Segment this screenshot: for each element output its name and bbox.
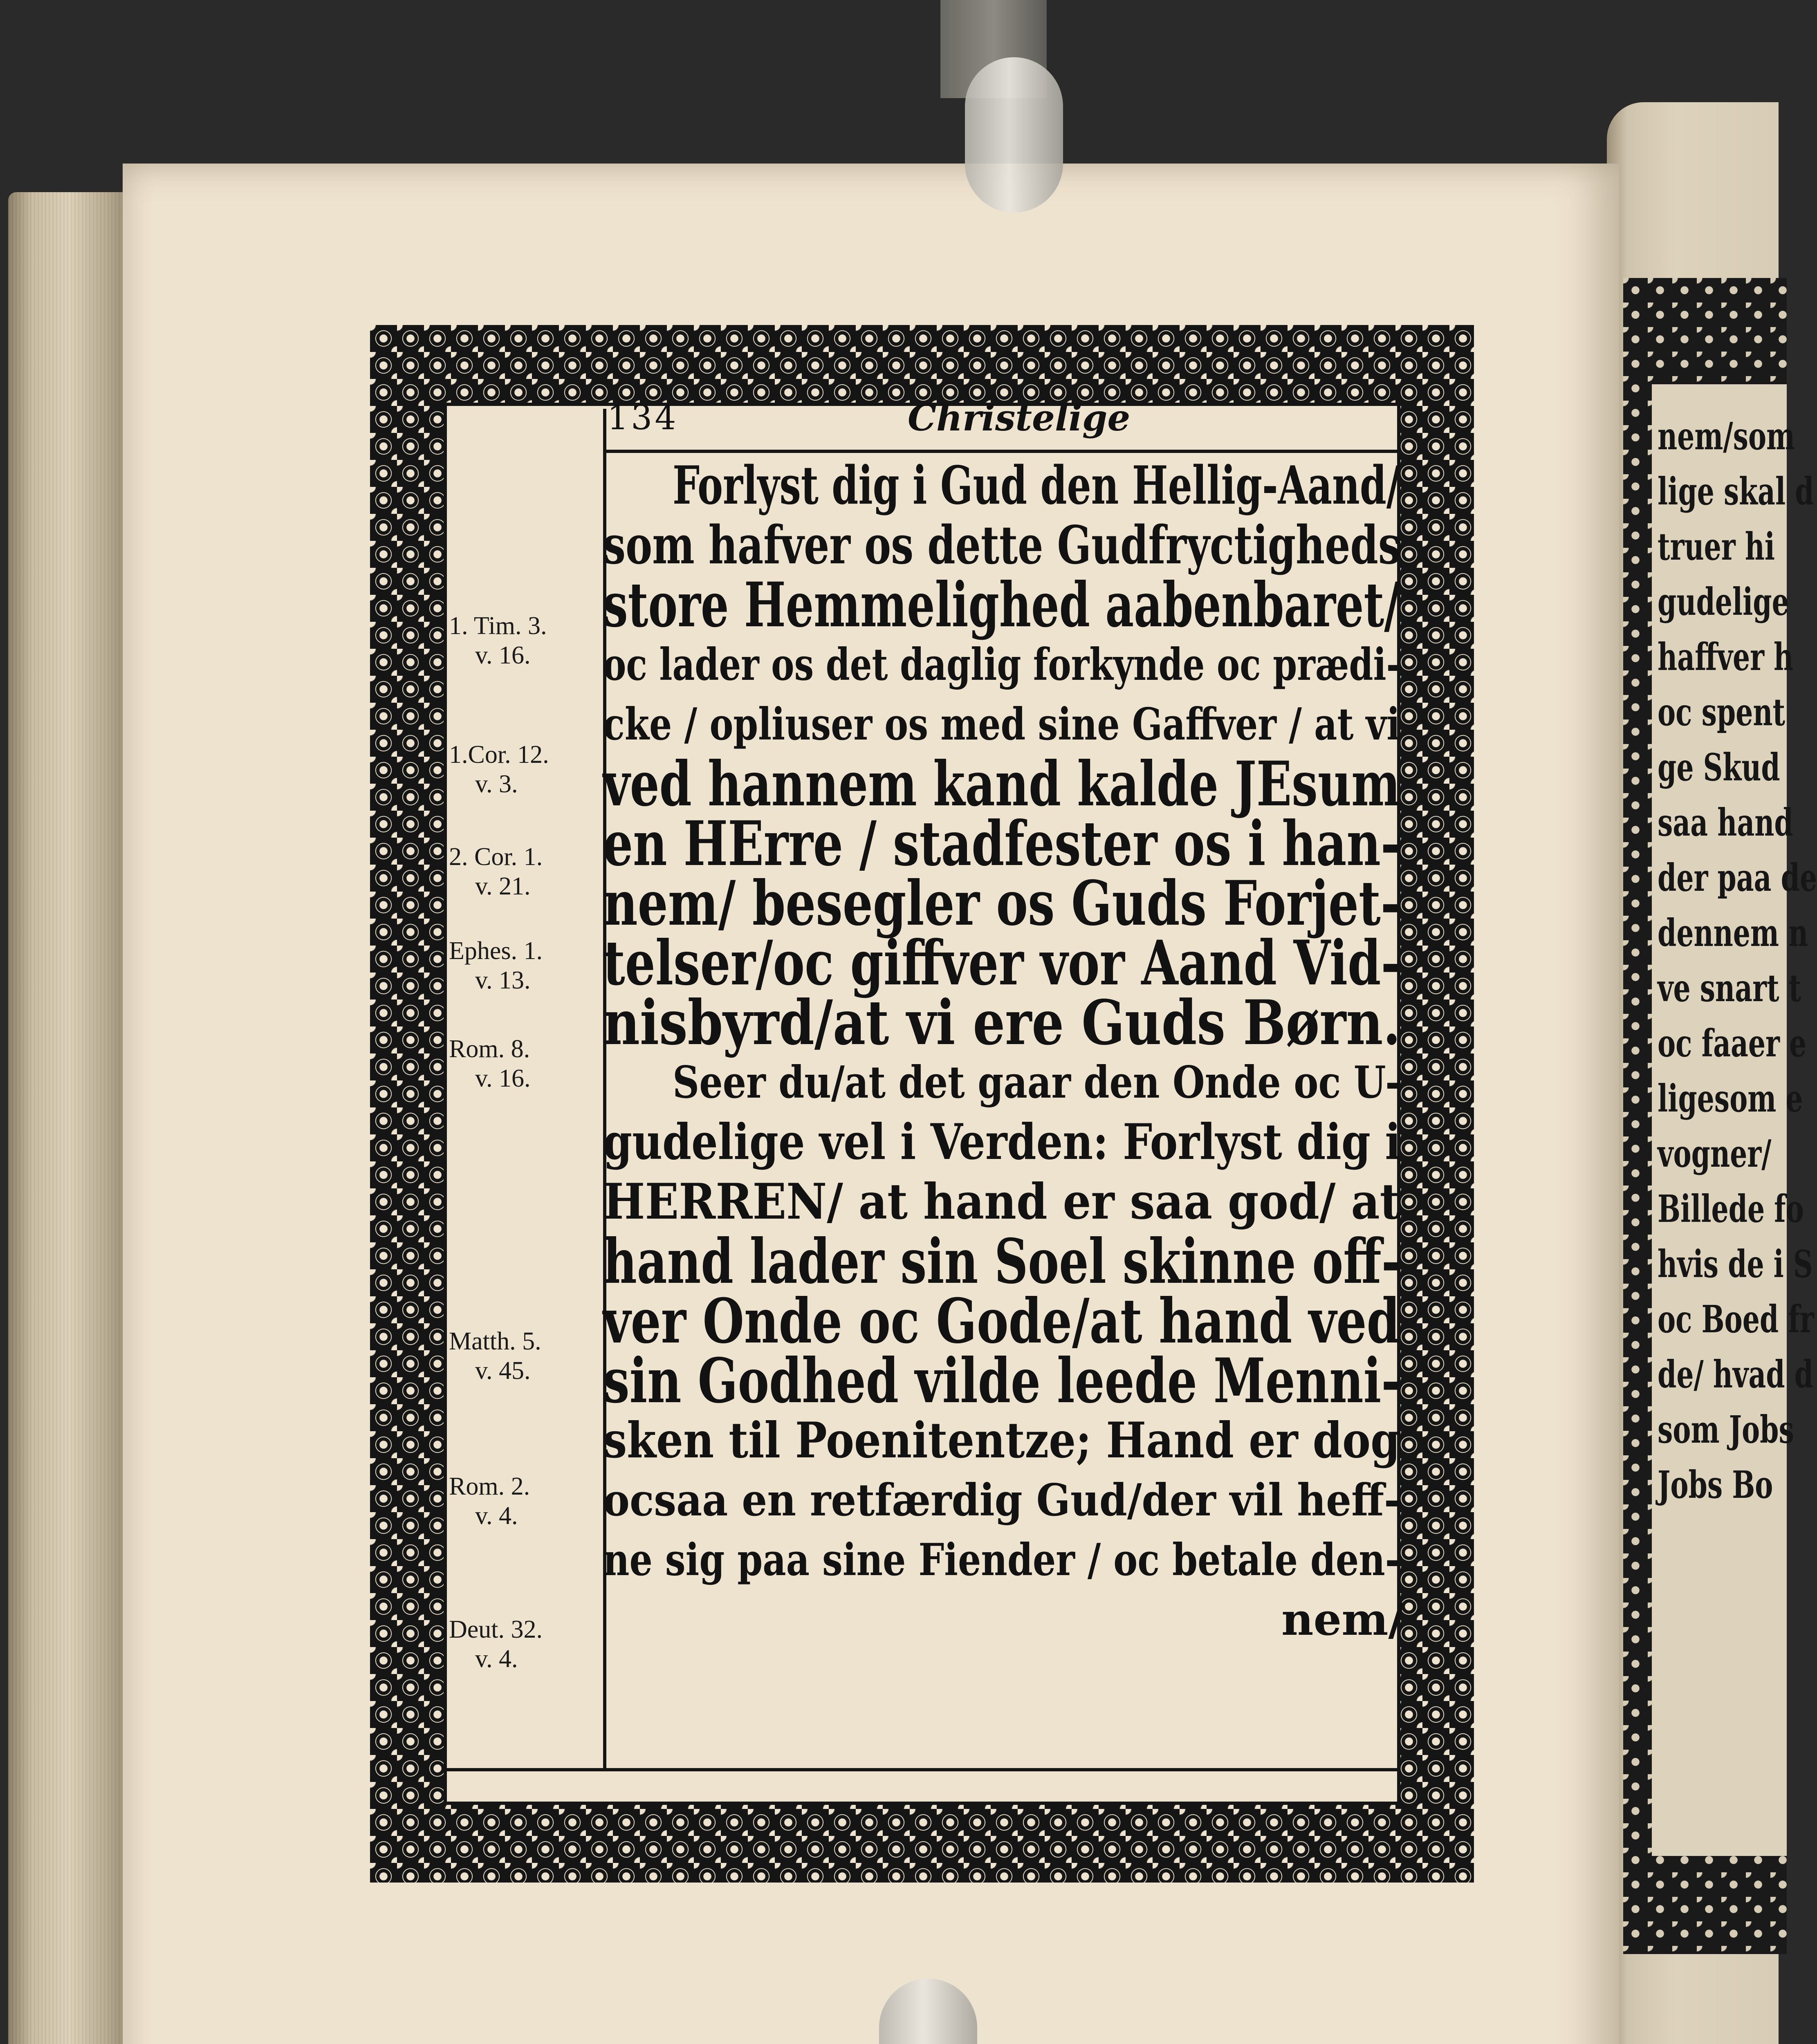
right-page-line: som Jobs [1658, 1407, 1794, 1452]
margin-note-verse: v. 4. [475, 1645, 518, 1673]
right-page-line: lige skal d [1658, 469, 1814, 513]
margin-note [449, 1034, 604, 1093]
margin-note-verse: v. 16. [475, 641, 531, 669]
margin-note [449, 1327, 604, 1385]
right-page-line: Jobs Bo [1658, 1463, 1773, 1507]
body-line: gudelige vel i Verden: Forlyst dig i [603, 1113, 1401, 1171]
body-line: hand lader sin Soel skinne off- [603, 1226, 1401, 1298]
right-page-line: oc faaer e [1658, 1021, 1807, 1065]
body-line: ved hannem kand kalde JEsum [603, 748, 1400, 820]
margin-note-book: Matth. 5. [449, 1327, 541, 1355]
body-line: ocsaa en retfærdig Gud/der vil heff- [603, 1475, 1401, 1526]
body-line: som hafver os dette Gudfryctigheds [603, 515, 1401, 576]
right-page-line: oc Boed fr [1658, 1297, 1814, 1341]
right-page-line: truer hi [1658, 524, 1775, 569]
right-page-text [1652, 384, 1817, 1856]
page-number: 134 [607, 399, 679, 437]
margin-note-verse: v. 3. [475, 770, 518, 798]
body-line: sin Godhed vilde leede Menni- [603, 1345, 1401, 1417]
right-page-line: dennem n [1658, 911, 1808, 955]
margin-note-book: Deut. 32. [449, 1616, 543, 1643]
margin-note-verse: v. 45. [475, 1357, 531, 1385]
margin-note-book: Ephes. 1. [449, 937, 543, 965]
margin-note-book: 2. Cor. 1. [449, 843, 543, 871]
body-line: HERREN/ at hand er saa god/ at [603, 1173, 1400, 1230]
right-page-line: saa hand [1658, 800, 1793, 845]
right-page-line: haffver h [1658, 635, 1794, 679]
margin-note-book: 1.Cor. 12. [449, 741, 549, 769]
right-page-line: hvis de i S [1658, 1242, 1813, 1286]
left-page-edges [8, 192, 131, 2044]
header-rule [603, 450, 1400, 453]
body-line: ver Onde oc Gode/at hand ved [603, 1285, 1400, 1357]
right-page-line: oc spent [1658, 690, 1786, 734]
body-line: en HErre / stadfester os i han- [603, 808, 1400, 880]
margin-note [449, 1615, 604, 1674]
body-line: sken til Poenitentze; Hand er dog [603, 1412, 1400, 1469]
body-line: telser/oc giffver vor Aand Vid- [603, 927, 1401, 999]
margin-note [449, 936, 604, 995]
margin-note-book: Rom. 2. [449, 1472, 530, 1500]
margin-note-verse: v. 21. [475, 872, 531, 900]
right-page-line: de/ hvad d [1658, 1352, 1813, 1396]
right-page-line: vogner/ [1658, 1132, 1772, 1176]
body-line: oc lader os det daglig forkynde oc prædi- [603, 639, 1401, 690]
right-page-line: ge Skud [1658, 745, 1780, 789]
body-line: store Hemmelighed aabenbaret/ [603, 569, 1400, 641]
right-page-line: ve snart t [1658, 966, 1801, 1010]
margin-note-book: 1. Tim. 3. [449, 612, 547, 640]
body-line: cke / opliuser os med sine Gaffver / at vi [603, 699, 1400, 750]
margin-note [449, 1472, 604, 1531]
body-line: Seer du/at det gaar den Onde oc U- [673, 1057, 1401, 1108]
right-page-line: der paa de [1658, 856, 1817, 900]
margin-note [449, 611, 604, 670]
right-page-line: nem/som [1658, 414, 1795, 458]
margin-note-book: Rom. 8. [449, 1035, 530, 1063]
margin-note [449, 842, 604, 901]
body-line: ne sig paa sine Fiender / oc betale den- [603, 1534, 1400, 1586]
running-head: Christelige [908, 397, 1131, 439]
margin-note-verse: v. 16. [475, 1065, 531, 1092]
body-line: nem/ besegler os Guds Forjet- [603, 867, 1401, 939]
right-page-line: Billede fo [1658, 1187, 1804, 1231]
body-line: nisbyrd/at vi ere Guds Børn. [603, 987, 1401, 1059]
right-page-line: gudelige [1658, 580, 1789, 624]
margin-note-verse: v. 4. [475, 1502, 518, 1530]
margin-note [449, 740, 604, 799]
right-page-line: ligesom e [1658, 1076, 1803, 1121]
body-text [603, 456, 1404, 1650]
footer-rule [444, 1768, 1400, 1771]
body-line: Forlyst dig i Gud den Hellig-Aand/ [673, 455, 1400, 516]
top-page-clamp [965, 57, 1063, 213]
body-line: nem/ [1281, 1594, 1404, 1645]
margin-note-verse: v. 13. [475, 966, 531, 994]
